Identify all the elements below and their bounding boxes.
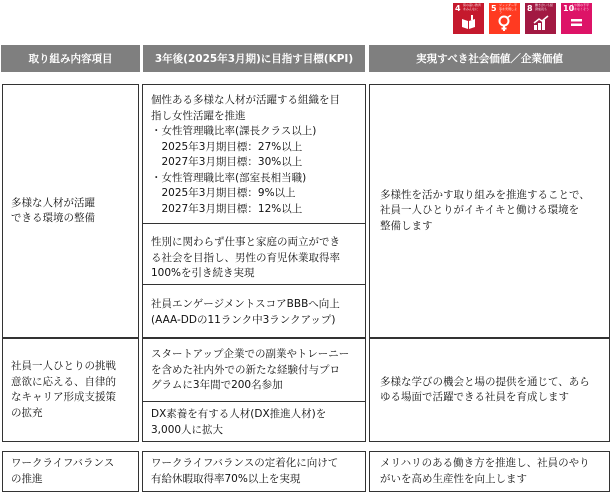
row-2-kpi-group	[142, 338, 366, 442]
sdg-10-icon: 10 人や国の不平等をなくそう	[561, 3, 592, 34]
row-1-item: 多様な人材が活躍 できる環境の整備	[2, 84, 139, 338]
row-3-kpi-1: ワークライフバランスの定着化に向けて 有給休暇取得率70%以上を実現	[142, 451, 366, 492]
equality-icon	[569, 15, 584, 30]
sdg-5-icon: 5 ジェンダー平等を実現しよう	[489, 3, 520, 34]
sdg-8-icon: 8 働きがいも経済成長も	[525, 3, 556, 34]
row-1-kpi-1: 個性ある多様な人材が活躍する組織を目 指し女性活躍を推進 ・女性管理職比率(課長クラス以上) 2025年3月期目標：27%以上 2027年3月期目標：30%以上 ・女性管理職比率(部室長相当職) 2025年3月期目標：9%以上 2027年3月期目標：12%以上	[151, 94, 340, 215]
growth-chart-icon	[533, 15, 549, 31]
row-1-kpi-group	[142, 84, 366, 338]
row-1-kpi-2: 性別に関わらず仕事と家庭の両立ができ る社会を目指し、男性の育児休業取得率 100%を引き続き実現	[151, 236, 340, 279]
header-value: 実現すべき社会価値／企業価値	[369, 45, 610, 72]
sdg-4-icon: 4 質の高い教育をみんなに	[453, 3, 484, 34]
row-2-item: 社員一人ひとりの挑戦 意欲に応える、自律的 なキャリア形成支援策 の拡充	[2, 338, 139, 442]
row-1-value: 多様性を活かす取り組みを推進することで、 社員一人ひとりがイキイキと働ける環境を 整備します	[369, 84, 610, 338]
header-kpi: 3年後(2025年3月期)に目指す目標(KPI)	[143, 45, 365, 72]
row-2-value: 多様な学びの機会と場の提供を通じて、あら ゆる場面で活躍できる社員を育成します	[369, 338, 610, 442]
row-2-kpi-1: スタートアップ企業での副業やトレーニー を含めた社内外での新たな経験付与プロ グラムに3年間で200名参加	[151, 348, 350, 391]
book-icon	[461, 15, 476, 30]
header-initiative-item: 取り組み内容項目	[1, 45, 140, 72]
row-3-value: メリハリのある働き方を推進し、社員のやり がいを高め生産性を向上します	[369, 451, 610, 492]
row-1-kpi-3: 社員エンゲージメントスコアBBBへ向上 (AAA-DDの11ランク中3ランクアップ)	[151, 298, 340, 326]
row-2-kpi-2: DX素養を有する人材(DX推進人材)を 3,000人に拡大	[151, 408, 327, 436]
gender-equality-icon	[497, 15, 512, 32]
row-3-item: ワークライフバランス の推進	[2, 451, 139, 492]
